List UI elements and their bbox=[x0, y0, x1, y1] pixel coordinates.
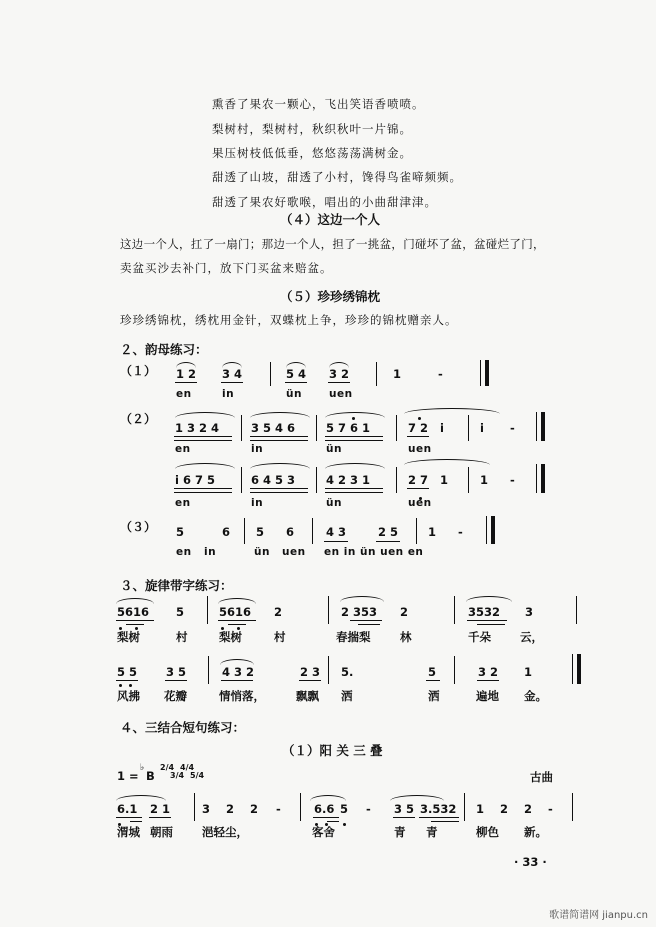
barline bbox=[244, 518, 245, 544]
slur bbox=[175, 412, 235, 418]
underline bbox=[250, 492, 308, 493]
underline bbox=[477, 680, 499, 681]
barline bbox=[208, 656, 209, 684]
poem-line-4: 甜透了山坡，甜透了小村，馋得鸟雀啼频频。 bbox=[212, 170, 462, 184]
underline bbox=[431, 821, 459, 822]
underline bbox=[174, 436, 232, 437]
note: 6.6 bbox=[314, 802, 335, 816]
slur bbox=[404, 408, 500, 414]
row-1-label: （１） bbox=[120, 364, 157, 378]
row-2-label: （２） bbox=[120, 412, 157, 426]
note: 3 2 bbox=[329, 367, 350, 381]
end-barline bbox=[485, 360, 489, 386]
flat-sign: ♭ bbox=[140, 763, 145, 773]
note: - bbox=[438, 367, 443, 381]
section-4-line-1: 这边一个人，扛了一扇门；那边一个人，担了一挑盆，门碰坏了盆，盆碰烂了门， bbox=[120, 237, 545, 251]
note: 5616 bbox=[219, 605, 252, 619]
note: 2 bbox=[500, 802, 509, 816]
meter: 3/4 bbox=[170, 771, 185, 780]
barline bbox=[468, 415, 469, 441]
note: - bbox=[510, 421, 515, 435]
note: 5 7 6 1 bbox=[326, 421, 371, 435]
low-dot bbox=[119, 684, 122, 687]
underline bbox=[393, 817, 415, 818]
pinyin: in bbox=[204, 546, 217, 558]
note: 3 2 bbox=[478, 665, 499, 679]
slur bbox=[220, 659, 254, 665]
lyric: 柳色 bbox=[476, 825, 499, 839]
barline bbox=[576, 596, 577, 624]
note: 6.1 bbox=[117, 802, 138, 816]
note: 2 5 bbox=[378, 525, 399, 539]
barline bbox=[300, 793, 301, 821]
slur bbox=[218, 598, 256, 604]
slur bbox=[175, 463, 235, 469]
pinyin: ün bbox=[254, 546, 270, 558]
underline bbox=[218, 620, 256, 621]
note: - bbox=[276, 802, 281, 816]
barline bbox=[416, 518, 417, 544]
pinyin: en bbox=[176, 546, 192, 558]
underline bbox=[325, 492, 383, 493]
note: 1 bbox=[428, 525, 437, 539]
note: 3.532 bbox=[420, 802, 457, 816]
barline bbox=[480, 360, 481, 386]
note: 1 3 2 4 bbox=[175, 421, 220, 435]
pinyin: en bbox=[175, 497, 191, 509]
section-4-line-2: 卖盆买沙去补门，放下门买盆来赔盆。 bbox=[120, 261, 333, 275]
note: 6 bbox=[222, 525, 231, 539]
section-5-title: （５）珍珍绣锦枕 bbox=[280, 289, 381, 304]
underline bbox=[407, 436, 429, 437]
pinyin: in bbox=[251, 497, 264, 509]
slur bbox=[176, 362, 196, 368]
underline bbox=[477, 624, 505, 625]
section-2-title: ２、韵母练习： bbox=[120, 342, 208, 357]
note: 2 7 bbox=[408, 473, 429, 487]
note: 6 4 5 3 bbox=[251, 473, 296, 487]
note: 2 bbox=[400, 605, 409, 619]
barline bbox=[316, 467, 317, 493]
lyric: 朝雨 bbox=[150, 825, 173, 839]
lyric: 梨树 bbox=[117, 630, 140, 644]
note: 5 4 bbox=[286, 367, 307, 381]
note: 3 bbox=[525, 605, 534, 619]
lyric: 花瓣 bbox=[164, 689, 187, 703]
note: 4 2 3 1 bbox=[326, 473, 371, 487]
barline bbox=[536, 464, 537, 493]
lyric: 客舍 bbox=[312, 825, 335, 839]
slur bbox=[390, 795, 444, 801]
note: 2 bbox=[250, 802, 259, 816]
lyric: 春揣梨 bbox=[336, 630, 371, 644]
underline bbox=[116, 817, 142, 818]
barline bbox=[376, 362, 377, 386]
slur bbox=[250, 412, 310, 418]
poem-line-1: 熏香了果农一颗心，飞出笑语香喷喷。 bbox=[212, 97, 425, 111]
underline bbox=[325, 440, 383, 441]
lyric: 青 bbox=[426, 825, 438, 839]
note: 5. bbox=[341, 665, 354, 679]
slur bbox=[340, 596, 384, 602]
lyric: 梨树 bbox=[219, 630, 242, 644]
underline bbox=[327, 821, 339, 822]
note: i bbox=[440, 421, 444, 435]
lyric: 洒 bbox=[341, 689, 353, 703]
underline bbox=[165, 680, 187, 681]
slur bbox=[325, 412, 385, 418]
slur bbox=[329, 362, 349, 368]
slur bbox=[310, 795, 346, 801]
lyric: 青 bbox=[394, 825, 406, 839]
pinyin: in bbox=[251, 443, 264, 455]
barline bbox=[241, 415, 242, 441]
underline bbox=[149, 817, 171, 818]
note: - bbox=[510, 473, 515, 487]
slur bbox=[222, 362, 242, 368]
slur bbox=[116, 795, 166, 801]
note: 2 bbox=[274, 605, 283, 619]
lyric: 新。 bbox=[524, 825, 547, 839]
underline bbox=[328, 382, 350, 383]
note: - bbox=[548, 802, 553, 816]
note: 5 bbox=[176, 605, 185, 619]
meter: 4/4 bbox=[180, 763, 195, 772]
lyric: 洒 bbox=[428, 689, 440, 703]
end-barline bbox=[491, 516, 495, 544]
note: 2 bbox=[226, 802, 235, 816]
barline bbox=[536, 412, 537, 441]
underline bbox=[126, 624, 144, 625]
barline bbox=[396, 415, 397, 441]
note: 1 2 bbox=[176, 367, 197, 381]
note: - bbox=[458, 525, 463, 539]
note: 1 bbox=[393, 367, 402, 381]
underline bbox=[426, 680, 440, 681]
slur bbox=[286, 362, 306, 368]
pinyin: ün bbox=[326, 497, 342, 509]
barline bbox=[316, 415, 317, 441]
pinyin: uen bbox=[408, 497, 432, 509]
page-number: · 33 · bbox=[514, 855, 547, 869]
note: 3 5 bbox=[166, 665, 187, 679]
high-dot bbox=[418, 417, 421, 420]
note: 5 bbox=[340, 802, 349, 816]
pinyin: en bbox=[175, 443, 191, 455]
low-dot bbox=[129, 684, 132, 687]
barline bbox=[207, 596, 208, 624]
underline bbox=[221, 382, 243, 383]
note: 4 3 2 bbox=[222, 665, 255, 679]
piece-title: （１）阳 关 三 叠 bbox=[282, 743, 383, 758]
lyric: 渭城 bbox=[117, 825, 140, 839]
note: 1 bbox=[476, 802, 485, 816]
lyric: 千朵 bbox=[468, 630, 491, 644]
underline bbox=[250, 436, 308, 437]
meter: 5/4 bbox=[190, 771, 205, 780]
note: 3 5 bbox=[394, 802, 415, 816]
note: 1 bbox=[480, 473, 489, 487]
underline bbox=[324, 541, 348, 542]
lyric: 遍地 bbox=[476, 689, 499, 703]
note: 5616 bbox=[117, 605, 150, 619]
barline bbox=[572, 793, 573, 821]
underline bbox=[325, 436, 383, 437]
pinyin: ün bbox=[326, 443, 342, 455]
style-label: 古曲 bbox=[530, 770, 553, 784]
note: 3 bbox=[202, 802, 211, 816]
note: 3 5 4 6 bbox=[251, 421, 296, 435]
underline bbox=[116, 620, 154, 621]
pinyin: uen bbox=[408, 443, 432, 455]
note: 1 bbox=[440, 473, 449, 487]
slur bbox=[404, 459, 490, 465]
note: i 6 7 5 bbox=[175, 473, 215, 487]
section-3-title: ３、旋律带字练习： bbox=[120, 578, 233, 593]
pinyin: en in ün uen en bbox=[324, 546, 424, 558]
lyric: 林 bbox=[400, 630, 412, 644]
underline bbox=[299, 680, 321, 681]
pinyin: uen bbox=[282, 546, 306, 558]
lyric: 情悄落， bbox=[219, 689, 265, 703]
slur bbox=[116, 598, 154, 604]
poem-line-5: 甜透了果农好歌喉，唱出的小曲甜津津。 bbox=[212, 195, 437, 209]
slur bbox=[466, 596, 512, 602]
pinyin: ün bbox=[286, 388, 302, 400]
note: 2 3 bbox=[300, 665, 321, 679]
underline bbox=[116, 680, 138, 681]
lyric: 云， bbox=[520, 630, 543, 644]
key-note: B bbox=[146, 769, 155, 783]
slur bbox=[325, 463, 385, 469]
note: 4 3 bbox=[326, 525, 347, 539]
lyric: 风拂 bbox=[117, 689, 140, 703]
lyric: 村 bbox=[176, 630, 188, 644]
lyric: 金。 bbox=[524, 689, 547, 703]
lyric: 浥轻尘， bbox=[202, 825, 248, 839]
note: 3 4 bbox=[222, 367, 243, 381]
barline bbox=[468, 467, 469, 493]
section-4-title: （４）这边一个人 bbox=[280, 212, 381, 227]
note: 2 353 bbox=[341, 605, 378, 619]
barline bbox=[194, 793, 195, 821]
underline bbox=[325, 488, 383, 489]
underline bbox=[350, 620, 382, 621]
end-barline bbox=[577, 654, 581, 684]
underline bbox=[174, 492, 232, 493]
slur bbox=[250, 463, 310, 469]
note: 5 bbox=[428, 665, 437, 679]
note: 5 bbox=[176, 525, 185, 539]
underline bbox=[174, 488, 232, 489]
underline bbox=[175, 382, 197, 383]
note: 7 2 bbox=[408, 421, 429, 435]
meter: 2/4 bbox=[160, 763, 175, 772]
barline bbox=[328, 596, 329, 624]
barline bbox=[312, 518, 313, 544]
barline bbox=[464, 793, 465, 821]
note: 6 bbox=[286, 525, 295, 539]
watermark: 歌谱简谱网 jianpu.cn bbox=[549, 910, 648, 921]
lyric: 村 bbox=[274, 630, 286, 644]
underline bbox=[407, 488, 429, 489]
high-dot bbox=[352, 417, 355, 420]
barline bbox=[396, 467, 397, 493]
note: - bbox=[366, 802, 371, 816]
barline bbox=[454, 656, 455, 684]
underline bbox=[358, 624, 380, 625]
barline bbox=[572, 654, 573, 684]
underline bbox=[174, 440, 232, 441]
note: i bbox=[480, 421, 484, 435]
pinyin: en bbox=[176, 388, 192, 400]
section-5-line: 珍珍绣锦枕，绣枕用金针，双蝶枕上争，珍珍的锦枕赠亲人。 bbox=[120, 313, 458, 327]
key-label: 1 = bbox=[117, 769, 139, 783]
barline bbox=[241, 467, 242, 493]
low-dot bbox=[343, 823, 346, 826]
poem-line-3: 果压树枝低低垂，悠悠荡荡满树金。 bbox=[212, 146, 412, 160]
end-barline bbox=[541, 412, 545, 441]
pinyin: in bbox=[222, 388, 235, 400]
underline bbox=[285, 382, 307, 383]
note: 3532 bbox=[468, 605, 501, 619]
note: 2 bbox=[524, 802, 533, 816]
underline bbox=[313, 817, 339, 818]
poem-line-2: 梨树村，梨树村，秋织秋叶一片锦。 bbox=[212, 122, 412, 136]
note: 2 1 bbox=[150, 802, 171, 816]
underline bbox=[221, 680, 253, 681]
underline bbox=[250, 440, 308, 441]
note: 1 bbox=[524, 665, 533, 679]
underline bbox=[130, 821, 142, 822]
underline bbox=[467, 620, 507, 621]
pinyin: uen bbox=[329, 388, 353, 400]
barline bbox=[328, 656, 329, 684]
underline bbox=[419, 817, 459, 818]
end-barline bbox=[541, 464, 545, 493]
note: 5 5 bbox=[117, 665, 138, 679]
barline bbox=[454, 596, 455, 624]
underline bbox=[376, 541, 400, 542]
row-3-label: （３） bbox=[120, 520, 157, 534]
note: 5 bbox=[256, 525, 265, 539]
underline bbox=[228, 624, 246, 625]
barline bbox=[486, 516, 487, 544]
barline bbox=[270, 362, 271, 386]
section-4-exercise-title: ４、三结合短句练习： bbox=[120, 720, 246, 735]
lyric: 飘飘 bbox=[296, 689, 319, 703]
underline bbox=[250, 488, 308, 489]
